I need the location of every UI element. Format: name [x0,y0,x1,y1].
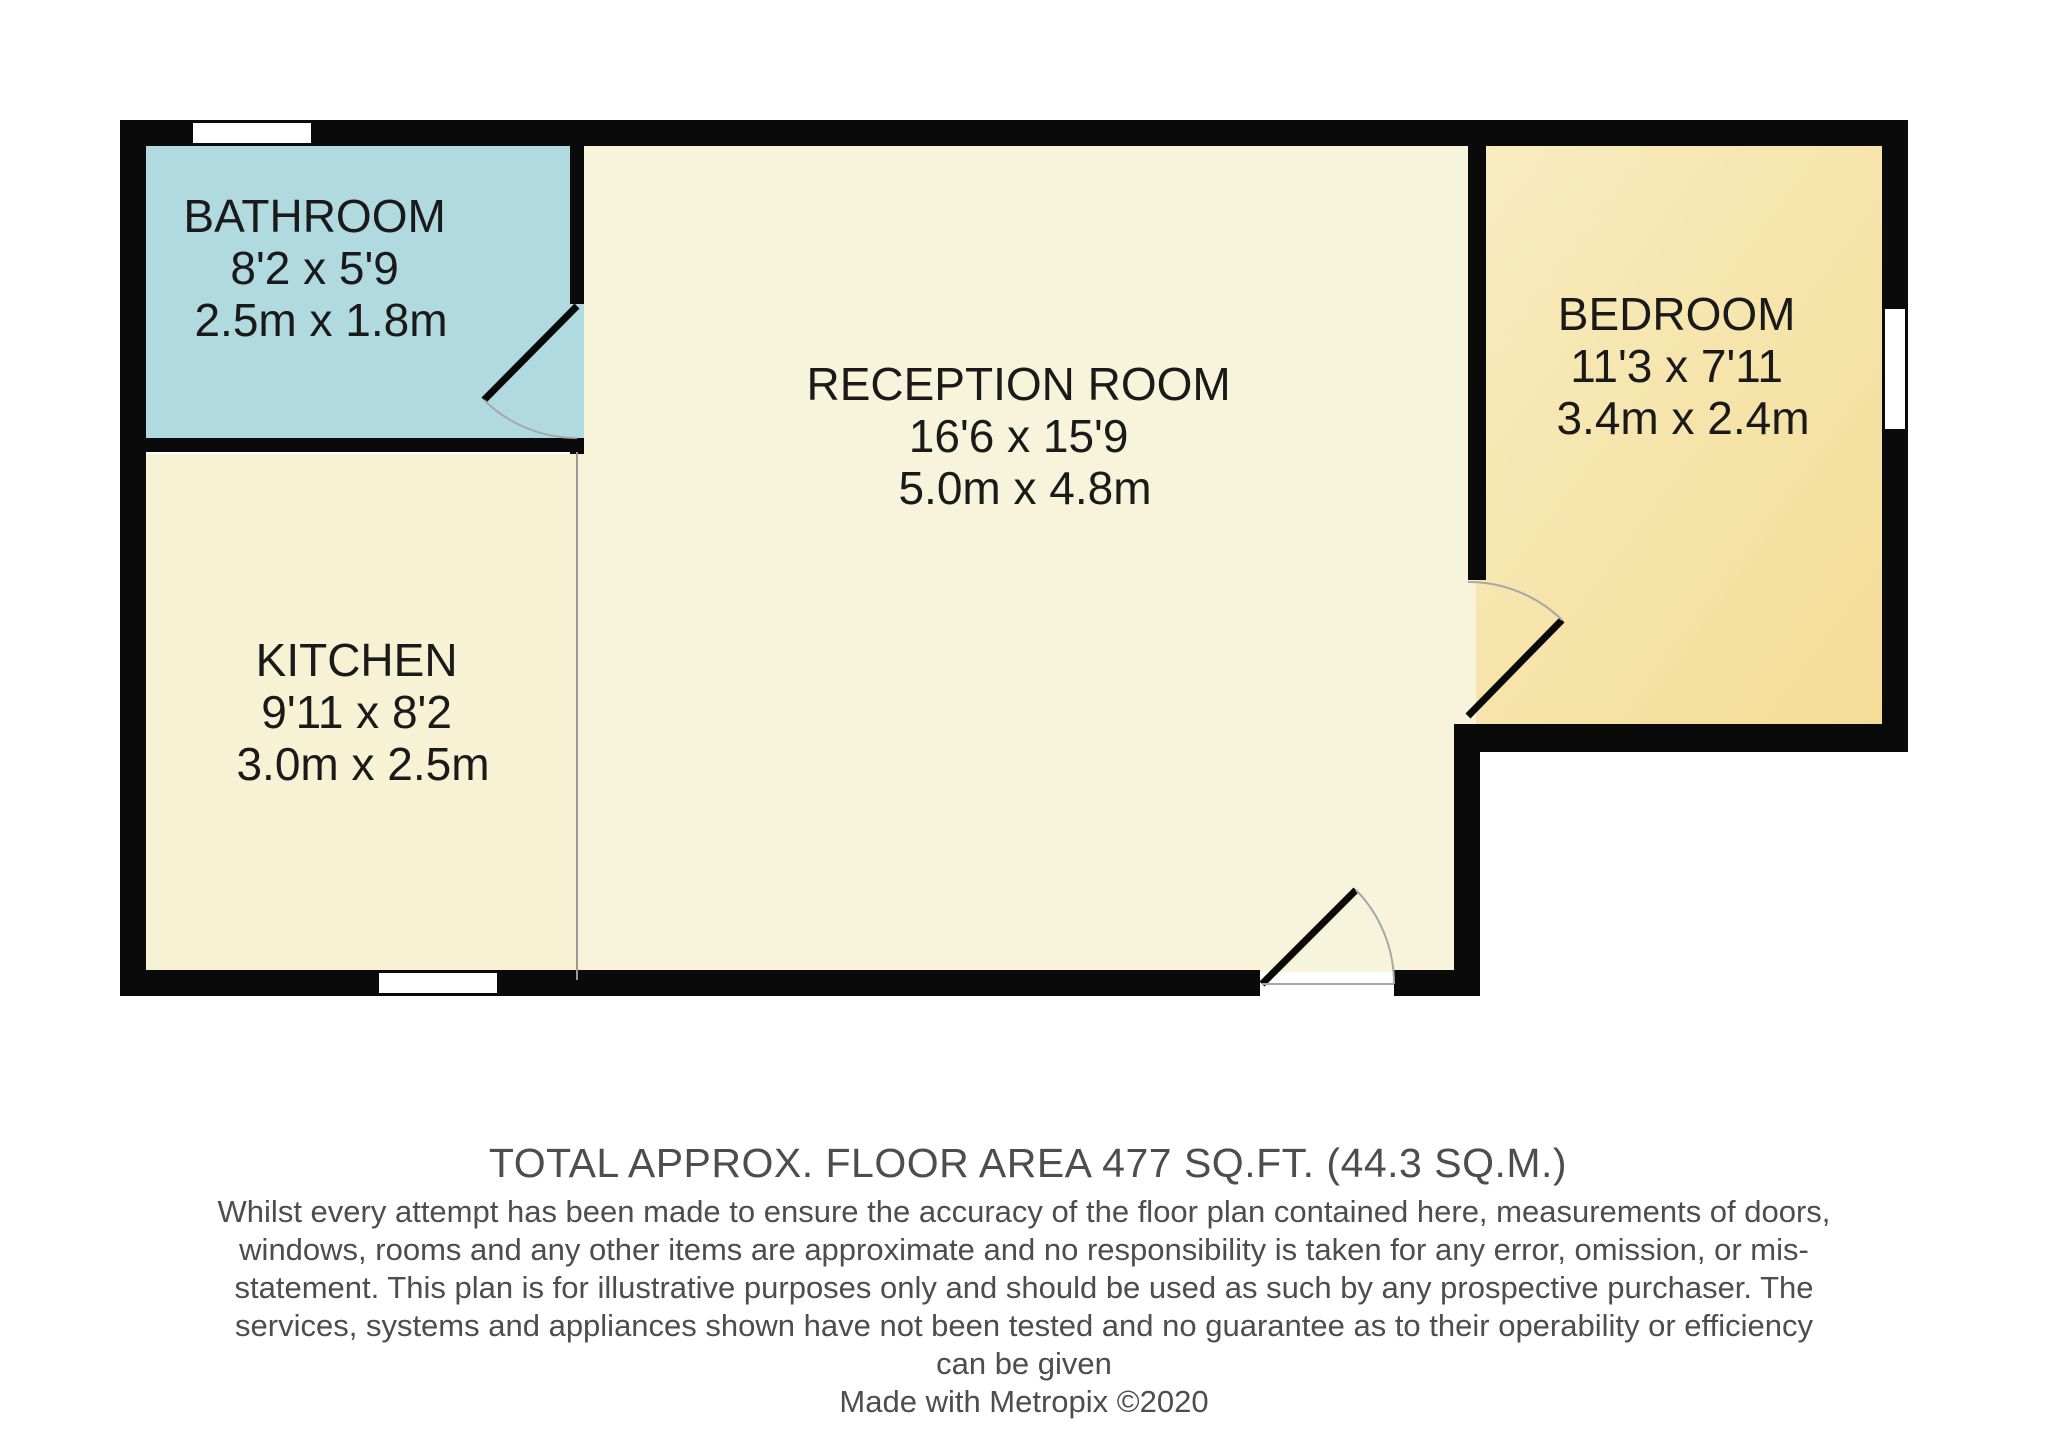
bathroom-metric: 2.5m x 1.8m [194,294,448,346]
bedroom-imperial: 11'3 x 7'11 [1570,340,1784,392]
bathroom-window [192,122,312,144]
bedroom-label [1556,288,1809,444]
bathroom-name: BATHROOM [183,190,446,242]
total-floor-area: TOTAL APPROX. FLOOR AREA 477 SQ.FT. (44.3 SQ.M.) [488,1140,1568,1186]
kitchen-window [378,972,498,994]
kitchen-metric: 3.0m x 2.5m [236,738,490,790]
bedroom-window [1884,308,1906,430]
bedroom-name: BEDROOM [1557,288,1796,340]
reception-room-metric: 5.0m x 4.8m [898,462,1152,514]
kitchen-imperial: 9'11 x 8'2 [261,686,452,738]
reception-room-name: RECEPTION ROOM [806,358,1231,410]
kitchen-name: KITCHEN [255,634,458,686]
kitchen-label [236,634,489,790]
plan-footer [0,1140,2048,1421]
reception-room-imperial: 16'6 x 15'9 [908,410,1129,462]
bathroom-imperial: 8'2 x 5'9 [230,242,399,294]
reception-room-floor [584,146,1476,972]
bedroom-metric: 3.4m x 2.4m [1556,392,1810,444]
disclaimer-text: Whilst every attempt has been made to ensure the accuracy of the floor plan contained here, measurements of doors, windows, rooms and any other items are approximate and no responsibility is taken for any error, omission, or mis-statement. This plan is for illustrative purposes only and should be used as such by any prospective purchaser. The services, systems and appliances shown have not been tested and no guarantee as to their operability or efficiency can be given [217,1194,1831,1381]
metropix-credit: Made with Metropix ©2020 [839,1384,1209,1419]
